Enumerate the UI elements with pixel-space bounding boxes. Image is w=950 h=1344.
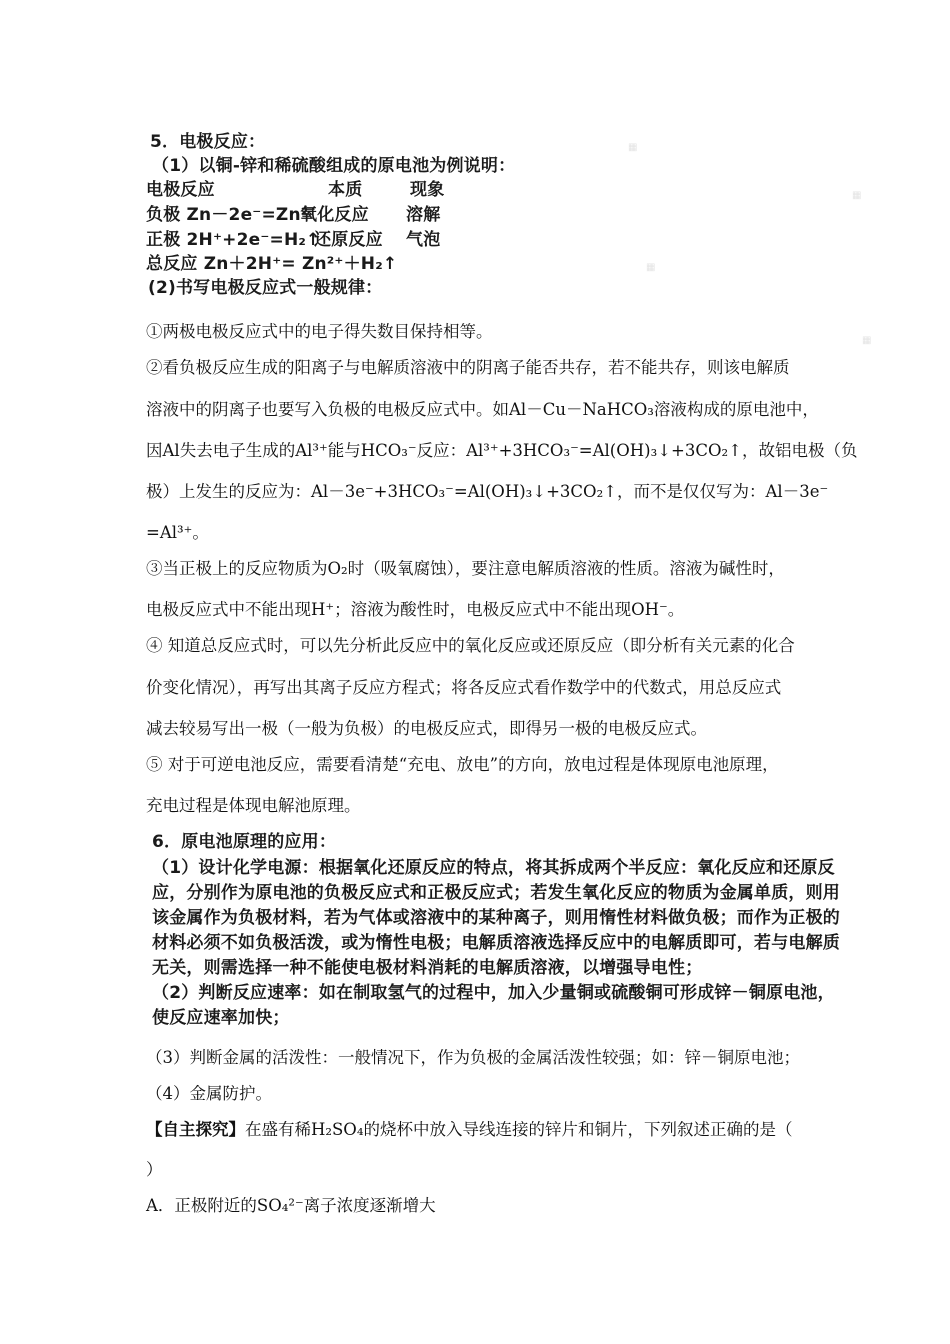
row-cathode-phenomenon: 气泡: [406, 230, 441, 250]
rule-line: ④ 知道总反应式时，可以先分析此反应中的氧化反应或还原反应（即分析有关元素的化合: [146, 636, 795, 655]
rule-line: ②看负极反应生成的阳离子与电解质溶液中的阴离子能否共存，若不能共存，则该电解质: [146, 358, 790, 377]
watermark-mark: ▦: [862, 335, 872, 346]
section6-para1-line: 无关，则需选择一种不能使电极材料消耗的电解质溶液，以增强导电性；: [152, 958, 703, 978]
rule-line: =Al³⁺。: [146, 523, 209, 542]
watermark-mark: ▦: [646, 262, 656, 273]
rule-line: 因Al失去电子生成的Al³⁺能与HCO₃⁻反应：Al³⁺+3HCO₃⁻=Al(OH)₃↓+3CO₂↑，故铝电极（负: [146, 441, 858, 460]
section5-sub1: （1）以铜-锌和稀硫酸组成的原电池为例说明：: [152, 156, 516, 176]
rule-line: 溶液中的阴离子也要写入负极的电极反应式中。如Al－Cu－NaHCO₃溶液构成的原电池中，: [146, 400, 819, 419]
exercise-question: [146, 1116, 792, 1140]
section6-item3: （3）判断金属的活泼性：一般情况下，作为负极的金属活泼性较强；如：锌－铜原电池；: [146, 1048, 800, 1067]
section6-para1-line: 该金属作为负极材料，若为气体或溶液中的某种离子，则用惰性材料做负极；而作为正极的: [152, 908, 840, 928]
section6-para2-line: （2）判断反应速率：如在制取氢气的过程中，加入少量铜或硫酸铜可形成锌－铜原电池，: [152, 983, 835, 1003]
table-header-phenomenon: 现象: [410, 180, 445, 200]
section6-heading: 6．原电池原理的应用：: [152, 832, 337, 852]
watermark-mark: ▦: [852, 190, 862, 201]
section6-para1-line: 应，分别作为原电池的负极反应式和正极反应式；若发生氧化反应的物质为金属单质，则用: [152, 883, 840, 903]
exercise-option-a: A．正极附近的SO₄²⁻离子浓度逐渐增大: [146, 1196, 436, 1215]
row-anode-phenomenon: 溶解: [406, 205, 441, 225]
row-anode-equation: 负极 Zn－2e⁻=Zn²⁺: [146, 205, 318, 225]
total-reaction: 总反应 Zn＋2H⁺= Zn²⁺＋H₂↑: [146, 254, 398, 274]
section6-para1-line: 材料必须不如负极活泼，或为惰性电极；电解质溶液选择反应中的电解质即可，若与电解质: [152, 933, 840, 953]
rule-line: 价变化情况），再写出其离子反应方程式；将各反应式看作数学中的代数式，用总反应式: [146, 678, 782, 697]
rule-line: 电极反应式中不能出现H⁺；溶液为酸性时，电极反应式中不能出现OH⁻。: [146, 600, 685, 619]
section6-para1-line: （1）设计化学电源：根据氧化还原反应的特点，将其拆成两个半反应：氧化反应和还原反: [152, 858, 835, 878]
row-anode-nature: 氧化反应: [300, 205, 369, 225]
rule-line: ①两极电极反应式中的电子得失数目保持相等。: [146, 322, 493, 341]
section5-sub2: (2)书写电极反应式一般规律：: [148, 278, 383, 298]
exercise-label: 【自主探究】: [146, 1120, 245, 1139]
row-cathode-equation: 正极 2H⁺+2e⁻=H₂↑: [146, 230, 321, 250]
rule-line: 减去较易写出一极（一般为负极）的电极反应式，即得另一极的电极反应式。: [146, 719, 707, 738]
exercise-paren-close: ）: [146, 1160, 163, 1179]
section5-heading: 5．电极反应：: [150, 132, 266, 152]
rule-line: ⑤ 对于可逆电池反应，需要看清楚“充电、放电”的方向，放电过程是体现原电池原理，: [146, 755, 779, 774]
rule-line: 极）上发生的反应为：Al－3e⁻+3HCO₃⁻=Al(OH)₃↓+3CO₂↑，而不是仅仅写为：Al－3e⁻: [146, 482, 829, 501]
table-header-electrode: 电极反应: [146, 180, 215, 200]
rule-line: 充电过程是体现电解池原理。: [146, 796, 361, 815]
row-cathode-nature: 还原反应: [314, 230, 383, 250]
section6-item4: （4）金属防护。: [146, 1084, 272, 1103]
table-header-nature: 本质: [328, 180, 363, 200]
exercise-question-text: 在盛有稀H₂SO₄的烧杯中放入导线连接的锌片和铜片，下列叙述正确的是（: [245, 1120, 793, 1139]
rule-line: ③当正极上的反应物质为O₂时（吸氧腐蚀），要注意电解质溶液的性质。溶液为碱性时，: [146, 559, 785, 578]
watermark-mark: ▦: [628, 142, 638, 153]
section6-para2-line: 使反应速率加快；: [152, 1008, 290, 1028]
